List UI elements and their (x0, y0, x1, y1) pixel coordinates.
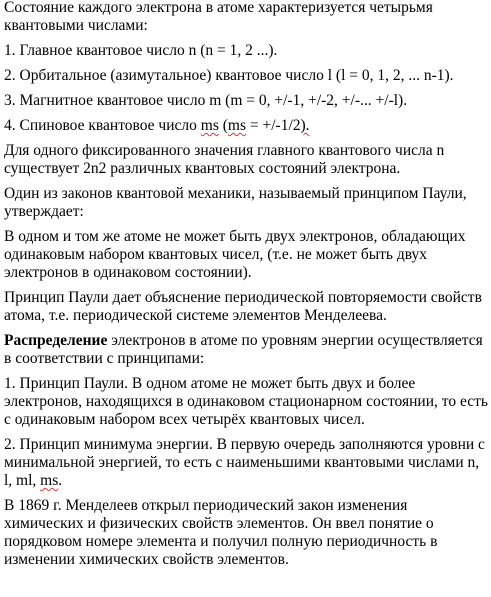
pauli-intro-paragraph: Один из законов квантовой механики, называемый принципом Паули, утверждает: (4, 185, 467, 220)
intro-paragraph: Состояние каждого электрона в атоме характеризуется четырьмя квантовыми числами: (4, 0, 433, 34)
distribution-text: электронов в атоме по уровням энергии осуществляется в соответствии с принципами: (4, 332, 483, 367)
spin-paren-open: ( (218, 117, 228, 134)
min-energy-period: . (58, 472, 63, 489)
list-item-magnetic: 3. Магнитное квантовое число m (m = 0, +/-1, +/-2, +/-... +/-l). (4, 92, 408, 109)
principle-pauli-item: 1. Принцип Паули. В одном атоме не может быть двух и более электронов, находящихся в одинаковом стационарном состоянии, то есть с одинаковым набором всех четырёх квантовых чисел. (4, 375, 488, 428)
list-item-orbital: 2. Орбитальное (азимутальное) квантовое число l (l = 0, 1, 2, ... n-1). (4, 67, 454, 84)
principle-min-energy-item (4, 436, 488, 490)
spelling-flag-close: ). (300, 117, 310, 134)
mendeleev-paragraph: В 1869 г. Менделеев открыл периодический закон изменения химических и физических свойств элементов. Он ввел понятие о порядковом номере элемента и получил полную периодичность в изменении химических свойств элементов. (4, 497, 438, 568)
min-energy-text: 2. Принцип минимума энергии. В первую очередь заполняются уровни с минимальной энергией, то есть с наименьшими квантовыми числами n, l, ml, (4, 436, 485, 489)
distribution-paragraph (4, 332, 488, 368)
pauli-statement-paragraph: В одном и том же атоме не может быть двух электронов, обладающих одинаковым набором квантовых чисел, (т.е. не может быть двух электронов в одинаковом состоянии). (4, 228, 466, 281)
distribution-term: Распределение (4, 332, 108, 349)
pauli-explanation-paragraph: Принцип Паули дает объяснение периодической повторяемости свойств атома, т.е. периодической системе элементов Менделеева. (4, 289, 482, 324)
spelling-flag-ms-2: ms (227, 117, 246, 134)
list-item-principal: 1. Главное квантовое число n (n = 1, 2 ...). (4, 42, 278, 59)
spin-value: = +/-1/2 (246, 117, 301, 134)
spelling-flag-ms: ms (200, 117, 219, 134)
states-count-paragraph: Для одного фиксированного значения главного квантового числа n существует 2n2 различных квантовых состояний электрона. (4, 142, 445, 177)
spelling-flag-ms-3: ms (40, 472, 59, 489)
spin-item-text: 4. Спиновое квантовое число (4, 117, 201, 134)
list-item-spin (4, 117, 488, 135)
